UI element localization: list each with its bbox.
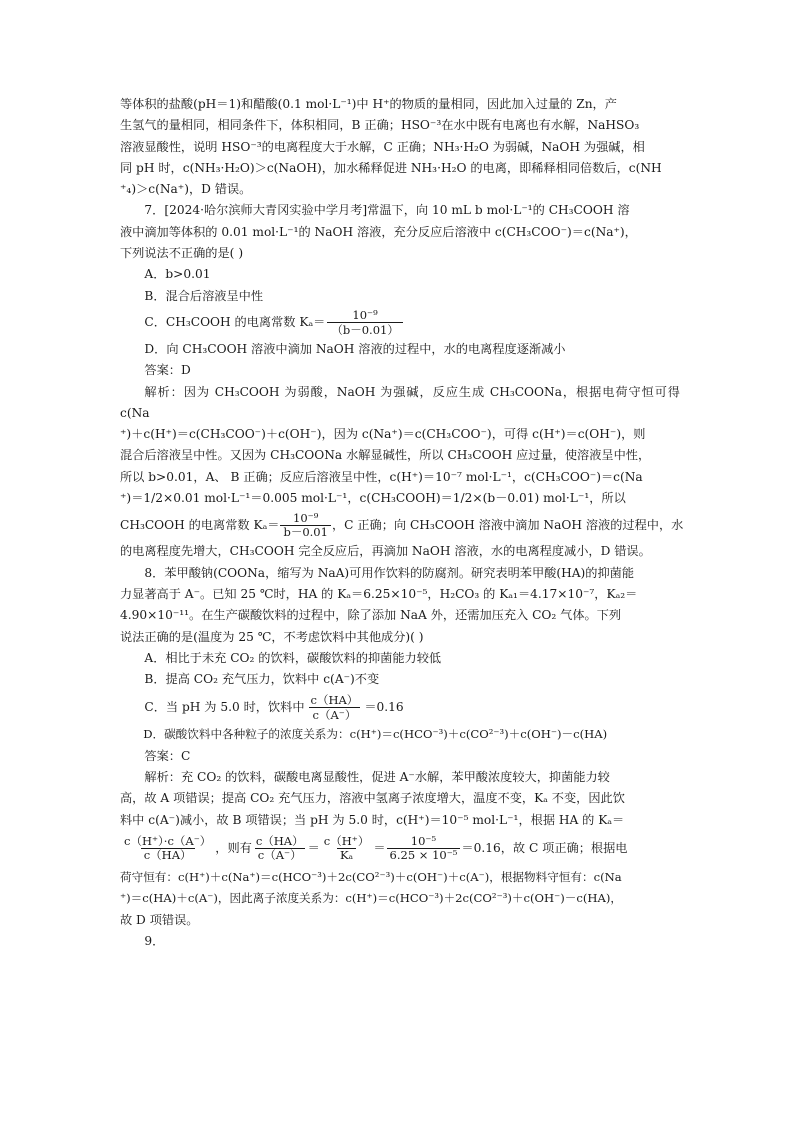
fraction: $\frac{\text{10⁻⁵}}{\text{6.25 × 10⁻⁵}}$ <box>387 835 461 862</box>
question-8-answer: 答案：C <box>144 748 191 763</box>
question-7-explanation: ⁺)＋c(H⁺)＝c(CH₃COO⁻)＋c(OH⁻)，因为 c(Na⁺)＝c(CH₃COO⁻)，可得 c(H⁺)＝c(OH⁻)，则 <box>120 427 646 442</box>
question-8-stem: 8．苯甲酸钠(COONa，缩写为 NaA)可用作饮料的防腐剂。研究表明苯甲酸(HA)的抑菌能 <box>144 565 635 580</box>
question-8-option-d: D．碳酸饮料中各种粒子的浓度关系为：c(H⁺)＝c(HCO⁻³)＋c(CO²⁻³)＋c(OH⁻)－c(HA) <box>143 727 608 742</box>
question-8-explanation: $\frac{c(H^+)\cdot c(A^-)}{c(HA)}$ ，则有 $\frac{c(HA)}{c(A^-)}$ ＝ $\frac{c(H^+)}{\text{Kₐ}}$ ＝ $\frac{\text{10⁻⁵}}{\text{6.25 × 10⁻⁵}}$ ＝0.16，故 C 项正确；根据电 <box>120 831 680 867</box>
question-7-explanation: 混合后溶液呈中性。又因为 CH₃COONa 水解显碱性，所以 CH₃COOH 应过量，使溶液呈中性， <box>120 448 651 463</box>
question-7-stem: 液中滴加等体积的 0.01 mol·L⁻¹的 NaOH 溶液，充分反应后溶液中 c(CH₃COO⁻)＝c(Na⁺)， <box>120 224 637 239</box>
fraction: $\frac{\text{10⁻⁹}}{(b-0.01)}$ <box>327 308 402 337</box>
question-7-answer: 答案：D <box>144 363 191 378</box>
question-8-explanation: 荷守恒有：c(H⁺)＋c(Na⁺)＝c(HCO⁻³)＋2c(CO²⁻³)＋c(OH⁻)＋c(A⁻)，根据物料守恒有：c(Na <box>120 869 622 884</box>
question-7-explanation: ⁺)＝1/2×0.01 mol·L⁻¹＝0.005 mol·L⁻¹，c(CH₃COOH)＝1/2×(b－0.01) mol·L⁻¹，所以 <box>120 491 626 506</box>
question-7-explanation: 解析：因为 CH₃COOH 为弱酸，NaOH 为强碱，反应生成 CH₃COONa，根据电荷守恒可得 c(Na <box>120 384 680 420</box>
question-8-explanation: ⁺)＝c(HA)＋c(A⁻)，因此离子浓度关系为：c(H⁺)＝c(HCO⁻³)＋2c(CO²⁻³)＋c(OH⁻)－c(HA)， <box>120 891 622 906</box>
fraction: $\frac{c(HA)}{c(A^-)}$ <box>255 834 304 863</box>
question-7-option-b: B．混合后溶液呈中性 <box>144 288 264 303</box>
question-8-option-a: A．相比于未充 CO₂ 的饮料，碳酸饮料的抑菌能力较低 <box>144 650 442 665</box>
question-8-explanation: 高，故 A 项错误；提高 CO₂ 充气压力，溶液中氢离子浓度增大，温度不变，Kₐ 不变，因此饮 <box>120 791 625 806</box>
question-7-option-d: D．向 CH₃COOH 溶液中滴加 NaOH 溶液的过程中，水的电离程度逐渐减小 <box>144 341 566 356</box>
question-7-explanation: CH₃COOH 的电离常数 Kₐ＝ $\frac{\text{10⁻⁹}}{b-0.01}$ ，C 正确；向 CH₃COOH 溶液中滴加 NaOH 溶液的过程中，水 <box>120 510 684 539</box>
text-line: 溶液显酸性，说明 HSO⁻³的电离程度大于水解，C 正确；NH₃·H₂O 为弱碱，NaOH 为强碱，相 <box>120 139 645 154</box>
document-body <box>120 94 684 952</box>
text-line: 等体积的盐酸(pH＝1)和醋酸(0.1 mol·L⁻¹)中 H⁺的物质的量相同，因此加入过量的 Zn，产 <box>120 97 617 111</box>
question-8-stem: 力显著高于 A⁻。已知 25 ℃时，HA 的 Kₐ＝6.25×10⁻⁵，H₂CO₃ 的 Kₐ₁＝4.17×10⁻⁷，Kₐ₂＝ <box>120 586 638 601</box>
question-7-option-a: A．b>0.01 <box>144 267 211 282</box>
fraction: $\frac{c(H^+)\cdot c(A^-)}{c(HA)}$ <box>124 834 212 863</box>
text-line: 生氢气的量相同，相同条件下，体积相同，B 正确；HSO⁻³在水中既有电离也有水解，NaHSO₃ <box>120 118 640 133</box>
text-line: ⁺₄)＞c(Na⁺)，D 错误。 <box>120 182 252 197</box>
question-9-stem: 9． <box>144 933 165 948</box>
question-7-option-c: C．CH₃COOH 的电离常数 Kₐ＝ $\frac{\text{10⁻⁹}}{(b-0.01)}$ <box>120 307 680 339</box>
question-8-option-c: C．当 pH 为 5.0 时，饮料中 $\frac{c(HA)}{c(A^-)}$ ＝0.16 <box>144 692 404 722</box>
question-7-explanation: 的电离程度先增大，CH₃COOH 完全反应后，再滴加 NaOH 溶液，水的电离程度减小，D 错误。 <box>120 544 651 559</box>
fraction: $\frac{c(H^+)}{\text{Kₐ}}$ <box>323 834 370 863</box>
question-8-explanation: 解析：充 CO₂ 的饮料，碳酸电离显酸性，促进 A⁻水解，苯甲酸浓度较大，抑菌能力较 <box>144 770 610 785</box>
question-7-stem: 7．[2024·哈尔滨师大青冈实验中学月考]常温下，向 10 mL b mol·L⁻¹的 CH₃COOH 溶 <box>144 203 630 218</box>
question-8-explanation: 故 D 项错误。 <box>120 912 199 927</box>
question-7-explanation: 所以 b>0.01，A、 B 正确；反应后溶液呈中性，c(H⁺)＝10⁻⁷ mol·L⁻¹，c(CH₃COO⁻)＝c(Na <box>120 469 643 484</box>
question-8-option-b: B．提高 CO₂ 充气压力，饮料中 c(A⁻)不变 <box>144 672 380 687</box>
text-line: 同 pH 时，c(NH₃·H₂O)＞c(NaOH)，加水稀释促进 NH₃·H₂O 的电离，即稀释相同倍数后，c(NH <box>120 160 662 175</box>
question-7-stem: 下列说法不正确的是( ) <box>120 246 244 261</box>
fraction: $\frac{c(HA)}{c(A^-)}$ <box>307 693 363 722</box>
fraction: $\frac{\text{10⁻⁹}}{b-0.01}$ <box>280 512 330 539</box>
question-8-explanation: 料中 c(A⁻)减小，故 B 项错误；当 pH 为 5.0 时，c(H⁺)＝10⁻⁵ mol·L⁻¹，根据 HA 的 Kₐ＝ <box>120 812 625 827</box>
question-8-stem: 4.90×10⁻¹¹。在生产碳酸饮料的过程中，除了添加 NaA 外，还需加压充入 CO₂ 气体。下列 <box>120 608 622 623</box>
question-8-stem: 说法正确的是(温度为 25 ℃，不考虑饮料中其他成分)( ) <box>120 629 424 644</box>
